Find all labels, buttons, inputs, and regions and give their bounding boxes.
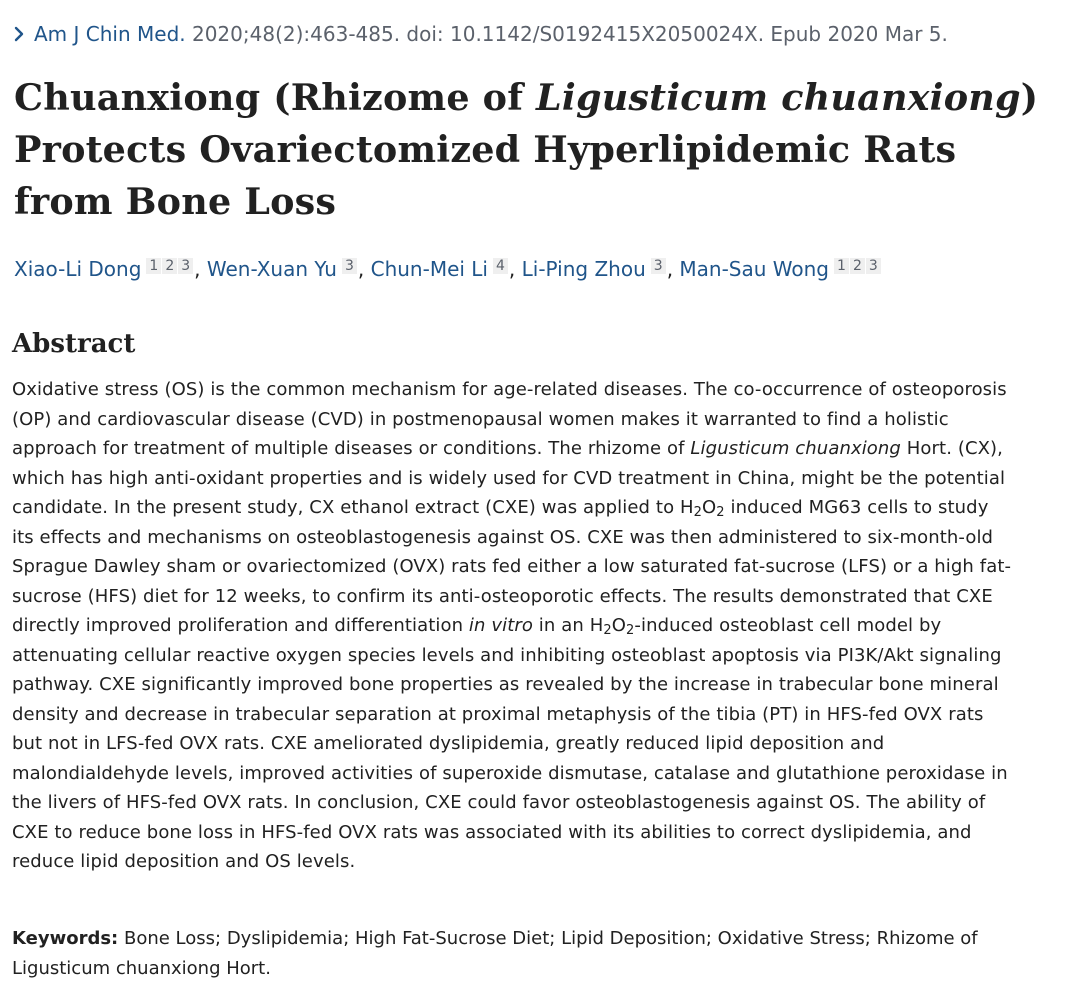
title-text-2: ) Protects Ovariectomized Hyperlipidemic Rats from Bone Loss (14, 76, 1039, 223)
chevron-right-icon[interactable] (14, 20, 34, 48)
affiliation-link[interactable]: 4 (493, 258, 508, 274)
author-separator: , (194, 257, 207, 281)
subscript: 2 (716, 505, 725, 520)
abstract-segment: Oxidative stress (OS) is the common mechanism for age-related diseases. The co-occurrence of osteoporosis (OP) and cardiovascular disease (CVD) in postmenopausal women makes it warranted to find a holistic approach for treatment of multiple diseases or conditions. The rhizome of (12, 379, 1007, 459)
keywords (12, 924, 1012, 984)
affiliation-refs (146, 258, 194, 274)
subscript: 2 (626, 623, 635, 638)
author-link[interactable]: Man-Sau Wong (679, 257, 830, 281)
affiliation-link[interactable]: 3 (178, 258, 193, 274)
affiliation-link[interactable]: 2 (162, 258, 177, 274)
author-separator: , (357, 257, 371, 281)
abstract-segment: -induced osteoblast cell model by attenuating cellular reactive oxygen species levels and inhibiting osteoblast apoptosis via PI3K/Akt signaling pathway. CXE significantly improved bone properties as revealed by the increase in trabecular bone mineral density and decrease in trabecular separation at proximal metaphysis of the tibia (PT) in HFS-fed OVX rats but not in LFS-fed OVX rats. CXE ameliorated dyslipidemia, greatly reduced lipid deposition and malondialdehyde levels, improved activities of superoxide dismutase, catalase and glutathione peroxidase in the livers of HFS-fed OVX rats. In conclusion, CXE could favor osteoblastogenesis against OS. The ability of CXE to reduce bone loss in HFS-fed OVX rats was associated with its abilities to correct dyslipidemia, and reduce lipid deposition and OS levels. (12, 615, 1008, 872)
citation-details: 2020;48(2):463-485. doi: 10.1142/S0192415X2050024X. Epub 2020 Mar 5. (191, 22, 948, 46)
abstract-text (12, 375, 1012, 877)
abstract-segment: induced MG63 cells to study its effects and mechanisms on osteoblastogenesis against OS. CXE was then administered to six-month-old Sprague Dawley sham or ovariectomized (OVX) rats fed either a low saturated fat-sucrose (LFS) or a high fat-sucrose (HFS) diet for 12 weeks, to confirm its anti-osteoporotic effects. The results demonstrated that CXE directly improved proliferation and differentiation (12, 497, 1012, 636)
affiliation-refs (834, 258, 882, 274)
author-link[interactable]: Li-Ping Zhou (521, 257, 646, 281)
subscript: 2 (693, 505, 703, 520)
affiliation-link[interactable]: 3 (651, 258, 666, 274)
abstract-segment: O (611, 615, 626, 636)
affiliation-link[interactable]: 1 (834, 258, 849, 274)
affiliation-link[interactable]: 2 (850, 258, 865, 274)
abstract-segment: O (702, 497, 717, 518)
title-italic: Ligusticum chuanxiong (536, 76, 1021, 119)
affiliation-link[interactable]: 3 (866, 258, 881, 274)
keywords-text: Bone Loss; Dyslipidemia; High Fat-Sucrose Diet; Lipid Deposition; Oxidative Stress; Rhizome of Ligusticum chuanxiong Hort. (12, 928, 978, 979)
author-separator: , (666, 257, 680, 281)
affiliation-refs (493, 258, 509, 274)
keywords-label: Keywords: (12, 928, 119, 949)
affiliation-link[interactable]: 3 (342, 258, 357, 274)
subscript: 2 (603, 623, 612, 638)
affiliation-refs (342, 258, 358, 274)
author-link[interactable]: Wen-Xuan Yu (206, 257, 337, 281)
author-separator: , (508, 257, 522, 281)
abstract-italic: Ligusticum chuanxiong (690, 438, 901, 459)
citation-line (14, 20, 948, 48)
journal-link[interactable]: Am J Chin Med. (34, 22, 186, 46)
abstract-heading: Abstract (12, 329, 136, 359)
authors-list (14, 252, 882, 286)
abstract-segment: Hort. (CX), which has high anti-oxidant properties and is widely used for CVD treatment in China, might be the potential candidate. In the present study, CX ethanol extract (CXE) was applied to H (12, 438, 1006, 518)
abstract-italic: in vitro (468, 615, 533, 636)
author-link[interactable]: Xiao-Li Dong (14, 257, 142, 281)
affiliation-refs (651, 258, 667, 274)
article-title (14, 72, 1054, 228)
author-link[interactable]: Chun-Mei Li (370, 257, 488, 281)
abstract-segment: in an H (532, 615, 604, 636)
affiliation-link[interactable]: 1 (146, 258, 161, 274)
title-text-1: Chuanxiong (Rhizome of (14, 76, 537, 119)
